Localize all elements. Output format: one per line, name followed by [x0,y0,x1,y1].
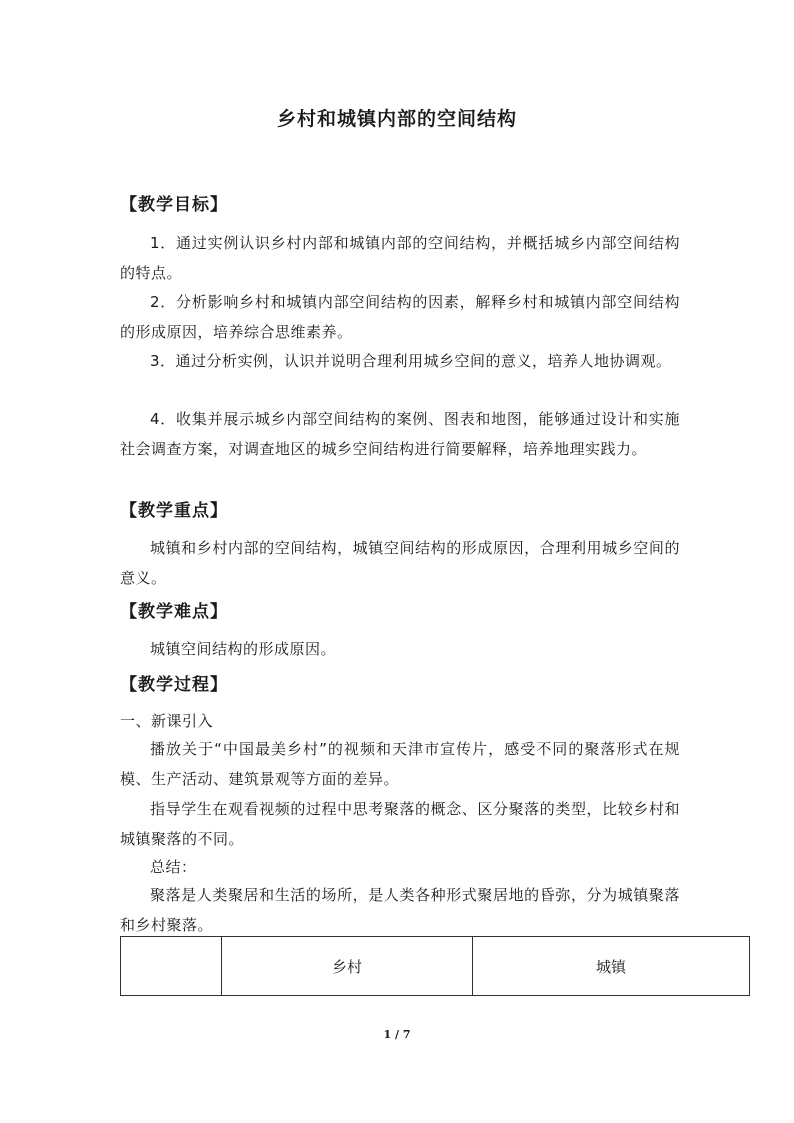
table-header-urban: 城镇 [473,937,750,996]
comparison-table [120,936,750,996]
difficulties-heading: 【教学难点】 [120,602,228,622]
process-heading: 【教学过程】 [120,675,228,695]
objective-item-1: 1．通过实例认识乡村内部和城镇内部的空间结构，并概括城乡内部空间结构的特点。 [120,234,680,282]
objectives-heading: 【教学目标】 [120,195,228,215]
difficulties-text: 城镇空间结构的形成原因。 [150,640,337,658]
process-summary-label: 总结： [150,858,197,876]
objective-item-4: 4．收集并展示城乡内部空间结构的案例、图表和地图，能够通过设计和实施社会调查方案，对调查地区的城乡空间结构进行简要解释，培养地理实践力。 [120,410,680,458]
process-paragraph-2: 指导学生在观看视频的过程中思考聚落的概念、区分聚落的类型，比较乡村和城镇聚落的不同。 [120,800,680,848]
process-sub-heading: 一、新课引入 [120,712,214,730]
document-title: 乡村和城镇内部的空间结构 [276,108,517,130]
key-points-text: 城镇和乡村内部的空间结构，城镇空间结构的形成原因，合理利用城乡空间的意义。 [120,539,680,587]
objective-item-2: 2．分析影响乡村和城镇内部空间结构的因素，解释乡村和城镇内部空间结构的形成原因，培养综合思维素养。 [120,293,680,341]
key-points-heading: 【教学重点】 [120,501,228,521]
table-header-rural: 乡村 [222,937,473,996]
table-header-row [121,937,750,996]
objective-item-3: 3．通过分析实例，认识并说明合理利用城乡空间的意义，培养人地协调观。 [150,352,672,370]
page-number: 1 / 7 [383,1028,411,1041]
table-cell-empty [121,937,222,996]
process-paragraph-3: 聚落是人类聚居和生活的场所，是人类各种形式聚居地的昏弥，分为城镇聚落和乡村聚落。 [120,886,680,934]
process-paragraph-1: 播放关于“中国最美乡村”的视频和天津市宣传片，感受不同的聚落形式在规模、生产活动、建筑景观等方面的差异。 [120,740,680,788]
